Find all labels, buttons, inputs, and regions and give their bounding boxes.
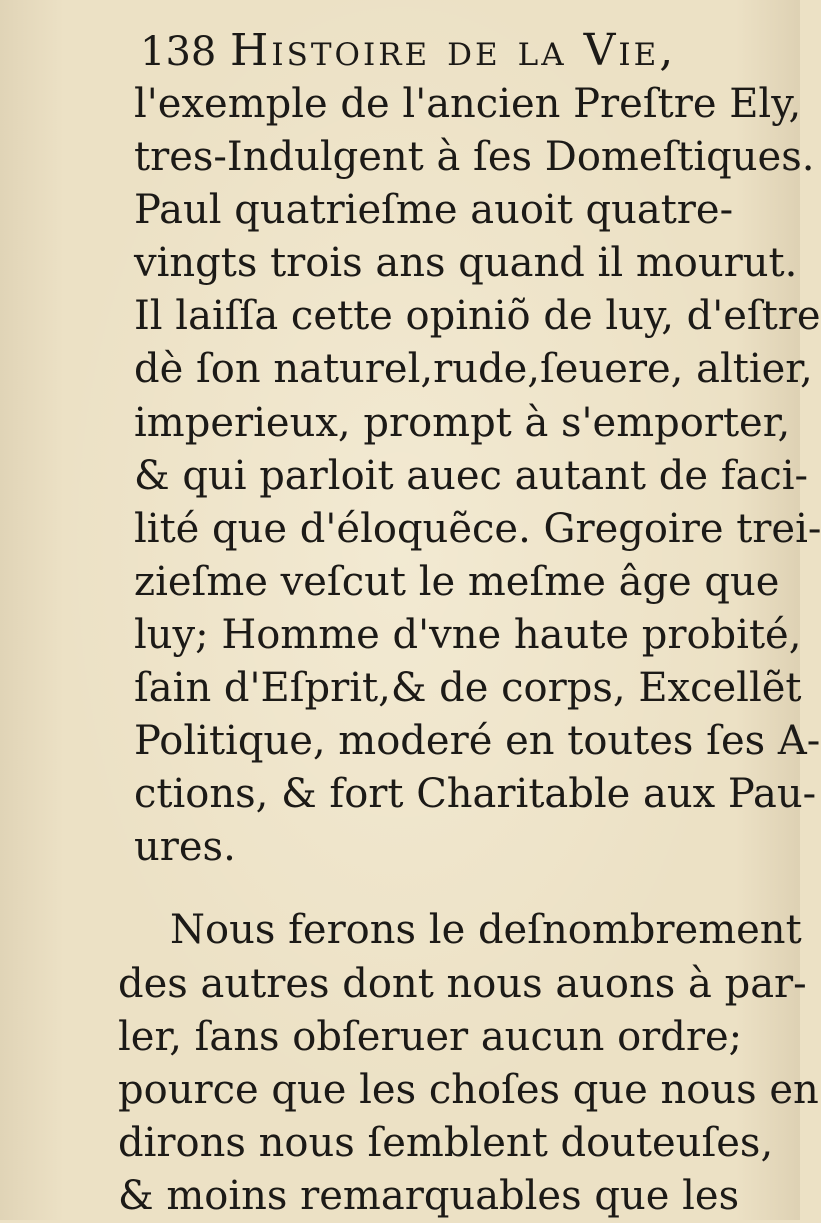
text-line: ures. [134,824,236,871]
running-head: Histoire de la Vie, [230,25,677,76]
body-text [118,78,821,1223]
text-line: l'exemple de l'ancien Preſtre Ely, [134,81,802,127]
text-line: Paul quatrieſme auoit quatre- [134,187,734,234]
text-line: ſain d'Eſprit,& de corps, Excellẽt [134,665,802,712]
text-line: dirons nous ſemblent douteuſes, [118,1119,774,1166]
text-line: luy; Homme d'vne haute probité, [134,611,802,658]
text-line: vingts trois ans quand il mourut. [134,240,798,287]
text-line: ler, ſans obſeruer aucun ordre; [118,1013,743,1060]
text-line: & qui parloit auec autant de faci- [134,452,809,499]
page-number: 138 [140,29,217,75]
text-line: lité que d'éloquẽce. Gregoire trei- [134,505,821,552]
text-line: Il laiſſa cette opiniõ de luy, d'eſtre [134,293,821,340]
text-line: Politique, moderé en toutes ſes A- [134,718,821,765]
paragraph-gap [118,874,740,904]
text-line: des autres dont nous auons à par- [118,960,807,1007]
text-line: & moins remarquables que les [118,1172,740,1219]
text-line: dè ſon naturel,rude,ſeuere, altier, [134,346,813,393]
text-line: ctions, & fort Charitable aux Pau- [134,771,817,818]
page-header [140,20,740,82]
text-line: zieſme veſcut le meſme âge que [134,558,780,605]
text-line: tres-Indulgent à ſes Domeſtiques. [134,134,815,181]
text-line: imperieux, prompt à s'emporter, [134,399,791,446]
text-line: pource que les choſes que nous en [118,1066,819,1113]
text-line: Nous ferons le deſnombrement [170,907,802,954]
